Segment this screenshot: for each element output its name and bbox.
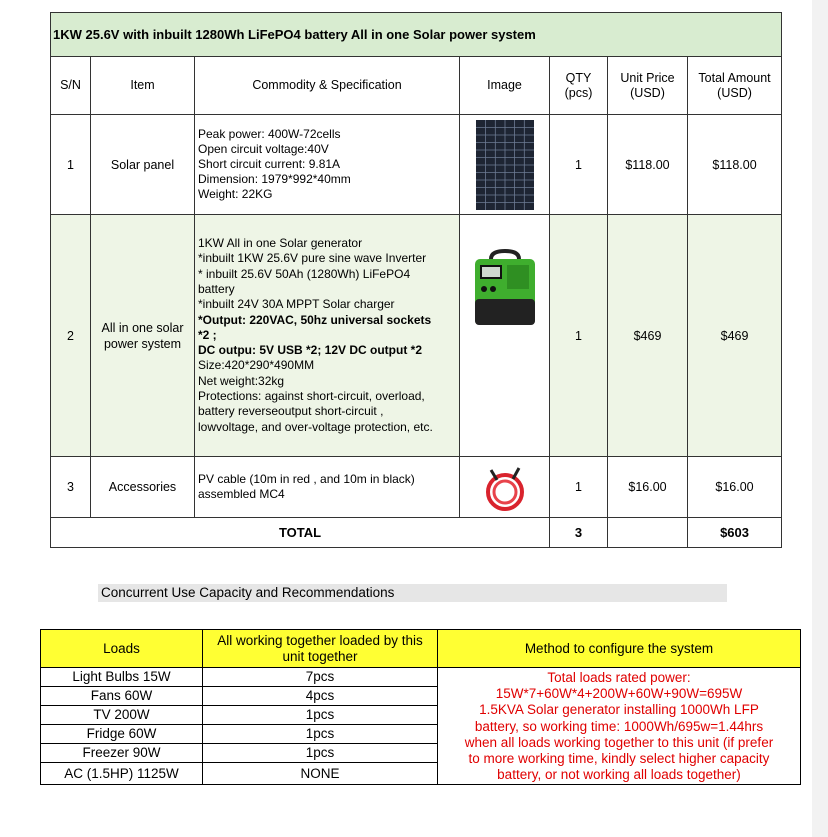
total-label: TOTAL (51, 518, 550, 548)
solar-generator-image (473, 249, 537, 327)
load-qty: 7pcs (203, 668, 438, 687)
concurrent-use-heading: Concurrent Use Capacity and Recommendations (98, 584, 727, 602)
row-image-cell (460, 215, 550, 457)
load-name: AC (1.5HP) 1125W (41, 763, 203, 785)
col-header-spec: Commodity & Specification (195, 57, 460, 115)
row-item: Accessories (91, 457, 195, 518)
row-unit-price: $118.00 (608, 115, 688, 215)
load-name: Freezer 90W (41, 744, 203, 763)
load-qty: NONE (203, 763, 438, 785)
total-qty: 3 (550, 518, 608, 548)
col-header-qty: QTY (pcs) (550, 57, 608, 115)
total-row (51, 518, 782, 548)
row-unit-price: $469 (608, 215, 688, 457)
row-sn: 1 (51, 115, 91, 215)
quotation-table (50, 12, 782, 548)
col-header-unit-price: Unit Price (USD) (608, 57, 688, 115)
table-row (41, 668, 801, 687)
row-spec: 1KW All in one Solar generator *inbuilt 1KW 25.6V pure sine wave Inverter * inbuilt 25.6V 50Ah (1280Wh) LiFePO4 battery *inbuilt 24V 30A MPPT Solar charger *Output: 220VAC, 50hz universal sockets *2 ; DC outpu: 5V USB *2; 12V DC output *2 Size:420*290*490MM Net weight:32kg Protections: against short-circuit, overload, battery reverseoutput short-circuit , lowvoltage, and over-voltage protection, etc. (195, 215, 460, 457)
load-qty: 4pcs (203, 687, 438, 706)
row-image-cell (460, 457, 550, 518)
row-spec: Peak power: 400W-72cells Open circuit voltage:40V Short circuit current: 9.81A Dimension: 1979*992*40mm Weight: 22KG (195, 115, 460, 215)
row-item: Solar panel (91, 115, 195, 215)
together-header: All working together loaded by this unit together (203, 630, 438, 668)
loads-header-row (41, 630, 801, 668)
table-title: 1KW 25.6V with inbuilt 1280Wh LiFePO4 battery All in one Solar power system (51, 13, 782, 57)
row-sn: 2 (51, 215, 91, 457)
method-header: Method to configure the system (438, 630, 801, 668)
row-qty: 1 (550, 457, 608, 518)
col-header-total-amount: Total Amount (USD) (688, 57, 782, 115)
total-amount: $603 (688, 518, 782, 548)
load-qty: 1pcs (203, 725, 438, 744)
header-row (51, 57, 782, 115)
load-qty: 1pcs (203, 744, 438, 763)
row-unit-price: $16.00 (608, 457, 688, 518)
row-total: $469 (688, 215, 782, 457)
row-qty: 1 (550, 115, 608, 215)
load-name: Fridge 60W (41, 725, 203, 744)
col-header-item: Item (91, 57, 195, 115)
row-item: All in one solar power system (91, 215, 195, 457)
row-sn: 3 (51, 457, 91, 518)
table-row (51, 115, 782, 215)
row-total: $16.00 (688, 457, 782, 518)
row-total: $118.00 (688, 115, 782, 215)
loads-header: Loads (41, 630, 203, 668)
table-row (51, 457, 782, 518)
row-image-cell (460, 115, 550, 215)
row-qty: 1 (550, 215, 608, 457)
table-row (51, 215, 782, 457)
load-qty: 1pcs (203, 706, 438, 725)
col-header-sn: S/N (51, 57, 91, 115)
method-description: Total loads rated power: 15W*7+60W*4+200W+60W+90W=695W 1.5KVA Solar generator installing 1000Wh LFP battery, so working time: 1000Wh/695w=1.44hrs when all loads working together to this unit (if prefer to more working time, kindly select higher capacity battery, or not working all loads together) (438, 668, 801, 785)
solar-panel-image (476, 120, 534, 210)
load-name: TV 200W (41, 706, 203, 725)
pv-cable-image (483, 462, 527, 512)
load-name: Light Bulbs 15W (41, 668, 203, 687)
row-spec: PV cable (10m in red , and 10m in black) assembled MC4 (195, 457, 460, 518)
col-header-image: Image (460, 57, 550, 115)
load-name: Fans 60W (41, 687, 203, 706)
loads-table (40, 629, 801, 785)
